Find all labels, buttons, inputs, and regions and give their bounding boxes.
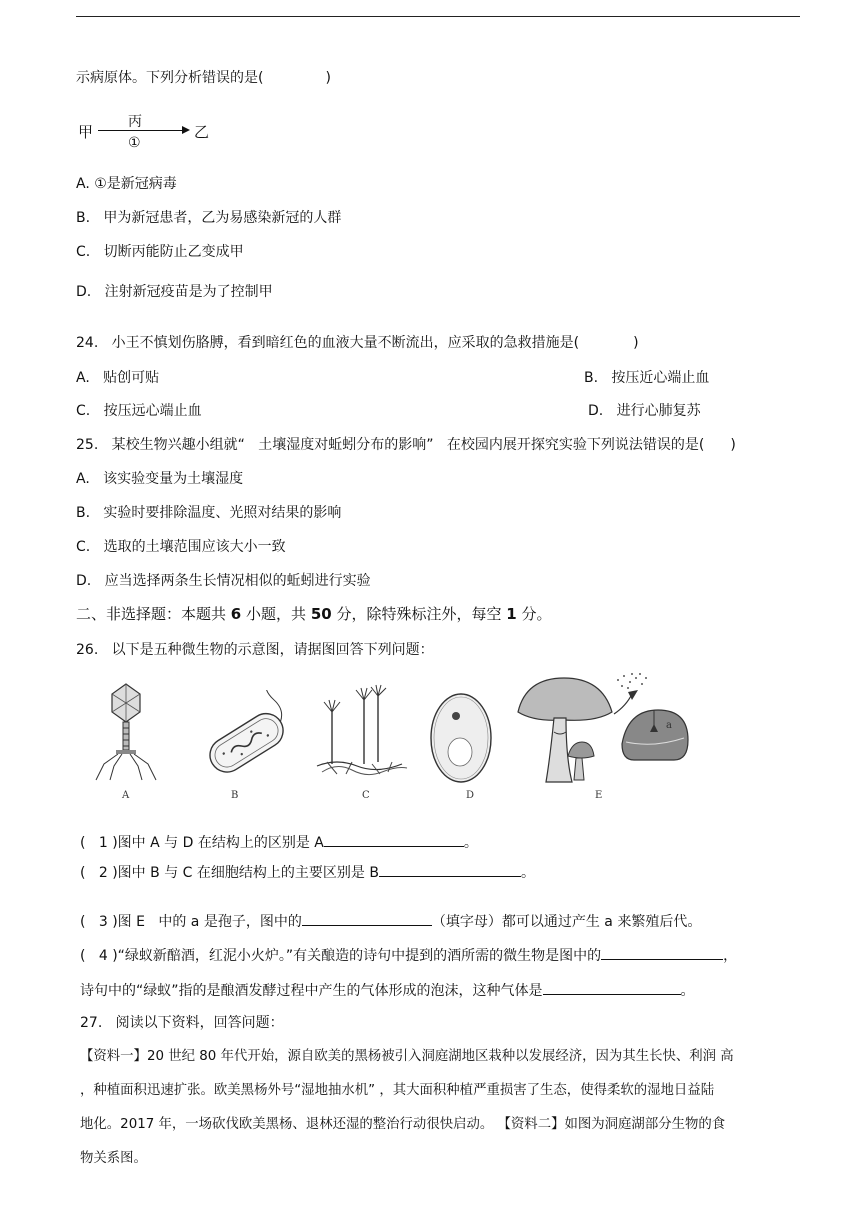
q23-option-b: B. 甲为新冠患者，乙为易感染新冠的人群: [76, 210, 342, 226]
q23-option-a: A. ①是新冠病毒: [76, 176, 177, 192]
q25-option-b: B. 实验时要排除温度、光照对结果的影响: [76, 505, 342, 521]
q25-option-c: C. 选取的土壤范围应该大小一致: [76, 539, 286, 555]
header-rule: [76, 16, 800, 17]
answer-blank[interactable]: [302, 911, 432, 926]
q23-option-d: D. 注射新冠疫苗是为了控制甲: [76, 284, 273, 300]
bacterium-illustration: [196, 690, 296, 785]
q25-stem: 25. 某校生物兴趣小组就“ 土壤湿度对蚯蚓分布的影响” 在校园内展开探究实验下列说法错误的是( ): [76, 437, 736, 453]
answer-blank[interactable]: [379, 862, 521, 877]
q25-option-a: A. 该实验变量为土壤湿度: [76, 471, 244, 487]
arrow-right-icon: [182, 126, 190, 134]
mushroom-illustration: [514, 672, 690, 790]
q27-material-line3: 地化。2017 年，一场砍伐欧美黑杨、退林还湿的整治行动很快启动。 【资料二】如图为洞庭湖部分生物的食: [80, 1117, 726, 1132]
q26-sub4: ( 4 )“绿蚁新醅酒，红泥小火炉。”有关酿造的诗句中提到的酒所需的微生物是图中的 ，: [80, 945, 737, 966]
q26-sub1: ( 1 )图中 A 与 D 在结构上的区别是 A 。: [80, 832, 478, 853]
q26-sub3: ( 3 )图 E 中的 a 是孢子，图中的 （填字母）都可以通过产生 a 来繁殖后代。: [80, 911, 701, 932]
q24-option-d: D. 进行心肺复苏: [588, 403, 701, 419]
q24-option-a: A. 贴创可贴: [76, 370, 160, 386]
figure-label-c: C: [362, 790, 370, 801]
mold-illustration: [312, 682, 412, 782]
figure-label-d: D: [466, 790, 475, 801]
q26-stem: 26. 以下是五种微生物的示意图，请据图回答下列问题：: [76, 642, 434, 658]
q25-option-d: D. 应当选择两条生长情况相似的蚯蚓进行实验: [76, 573, 371, 589]
bacteriophage-illustration: [86, 680, 166, 785]
q26-sub2: ( 2 )图中 B 与 C 在细胞结构上的主要区别是 B 。: [80, 862, 535, 883]
figure-mark-a: a: [666, 720, 672, 731]
figure-label-e: E: [595, 790, 603, 801]
q27-material-line1: 【资料一】20 世纪 80 年代开始，源自欧美的黑杨被引入洞庭湖地区栽种以发展经济，因为其生长快、利润 高: [80, 1049, 734, 1064]
answer-blank[interactable]: [324, 832, 464, 847]
q23-option-c: C. 切断丙能防止乙变成甲: [76, 244, 244, 260]
microorganism-figure: [80, 672, 690, 812]
diagram-left-label: 甲: [78, 123, 94, 141]
q27-material-line4: 物关系图。: [80, 1151, 147, 1166]
q27-stem: 27. 阅读以下资料，回答问题：: [80, 1015, 284, 1031]
answer-blank[interactable]: [543, 980, 681, 995]
diagram-right-label: 乙: [194, 123, 210, 141]
figure-label-b: B: [231, 790, 239, 801]
answer-blank[interactable]: [601, 945, 723, 960]
yeast-cell-illustration: [426, 688, 496, 788]
q26-sub4-line2: 诗句中的“绿蚁”指的是酿酒发酵过程中产生的气体形成的泡沫，这种气体是 。: [80, 980, 695, 1001]
diagram-arrow-line: [98, 130, 186, 131]
diagram-above-label: 丙: [128, 114, 142, 130]
section-heading: 二、非选择题：本题共 6 小题，共 50 分，除特殊标注外，每空 1 分。: [76, 605, 552, 623]
q24-stem: 24. 小王不慎划伤胳膊，看到暗红色的血液大量不断流出，应采取的急救措施是( ): [76, 335, 639, 351]
q24-option-b: B. 按压近心端止血: [584, 370, 710, 386]
figure-label-a: A: [122, 790, 130, 801]
q27-material-line2: ，种植面积迅速扩张。欧美黑杨外号“湿地抽水机” ，其大面积种植严重损害了生态，使得柔软的湿地日益陆: [80, 1083, 715, 1098]
q23-stem: 示病原体。下列分析错误的是( ): [76, 70, 331, 86]
transmission-diagram: [76, 113, 210, 153]
diagram-below-label: ①: [128, 135, 141, 151]
q24-option-c: C. 按压远心端止血: [76, 403, 202, 419]
